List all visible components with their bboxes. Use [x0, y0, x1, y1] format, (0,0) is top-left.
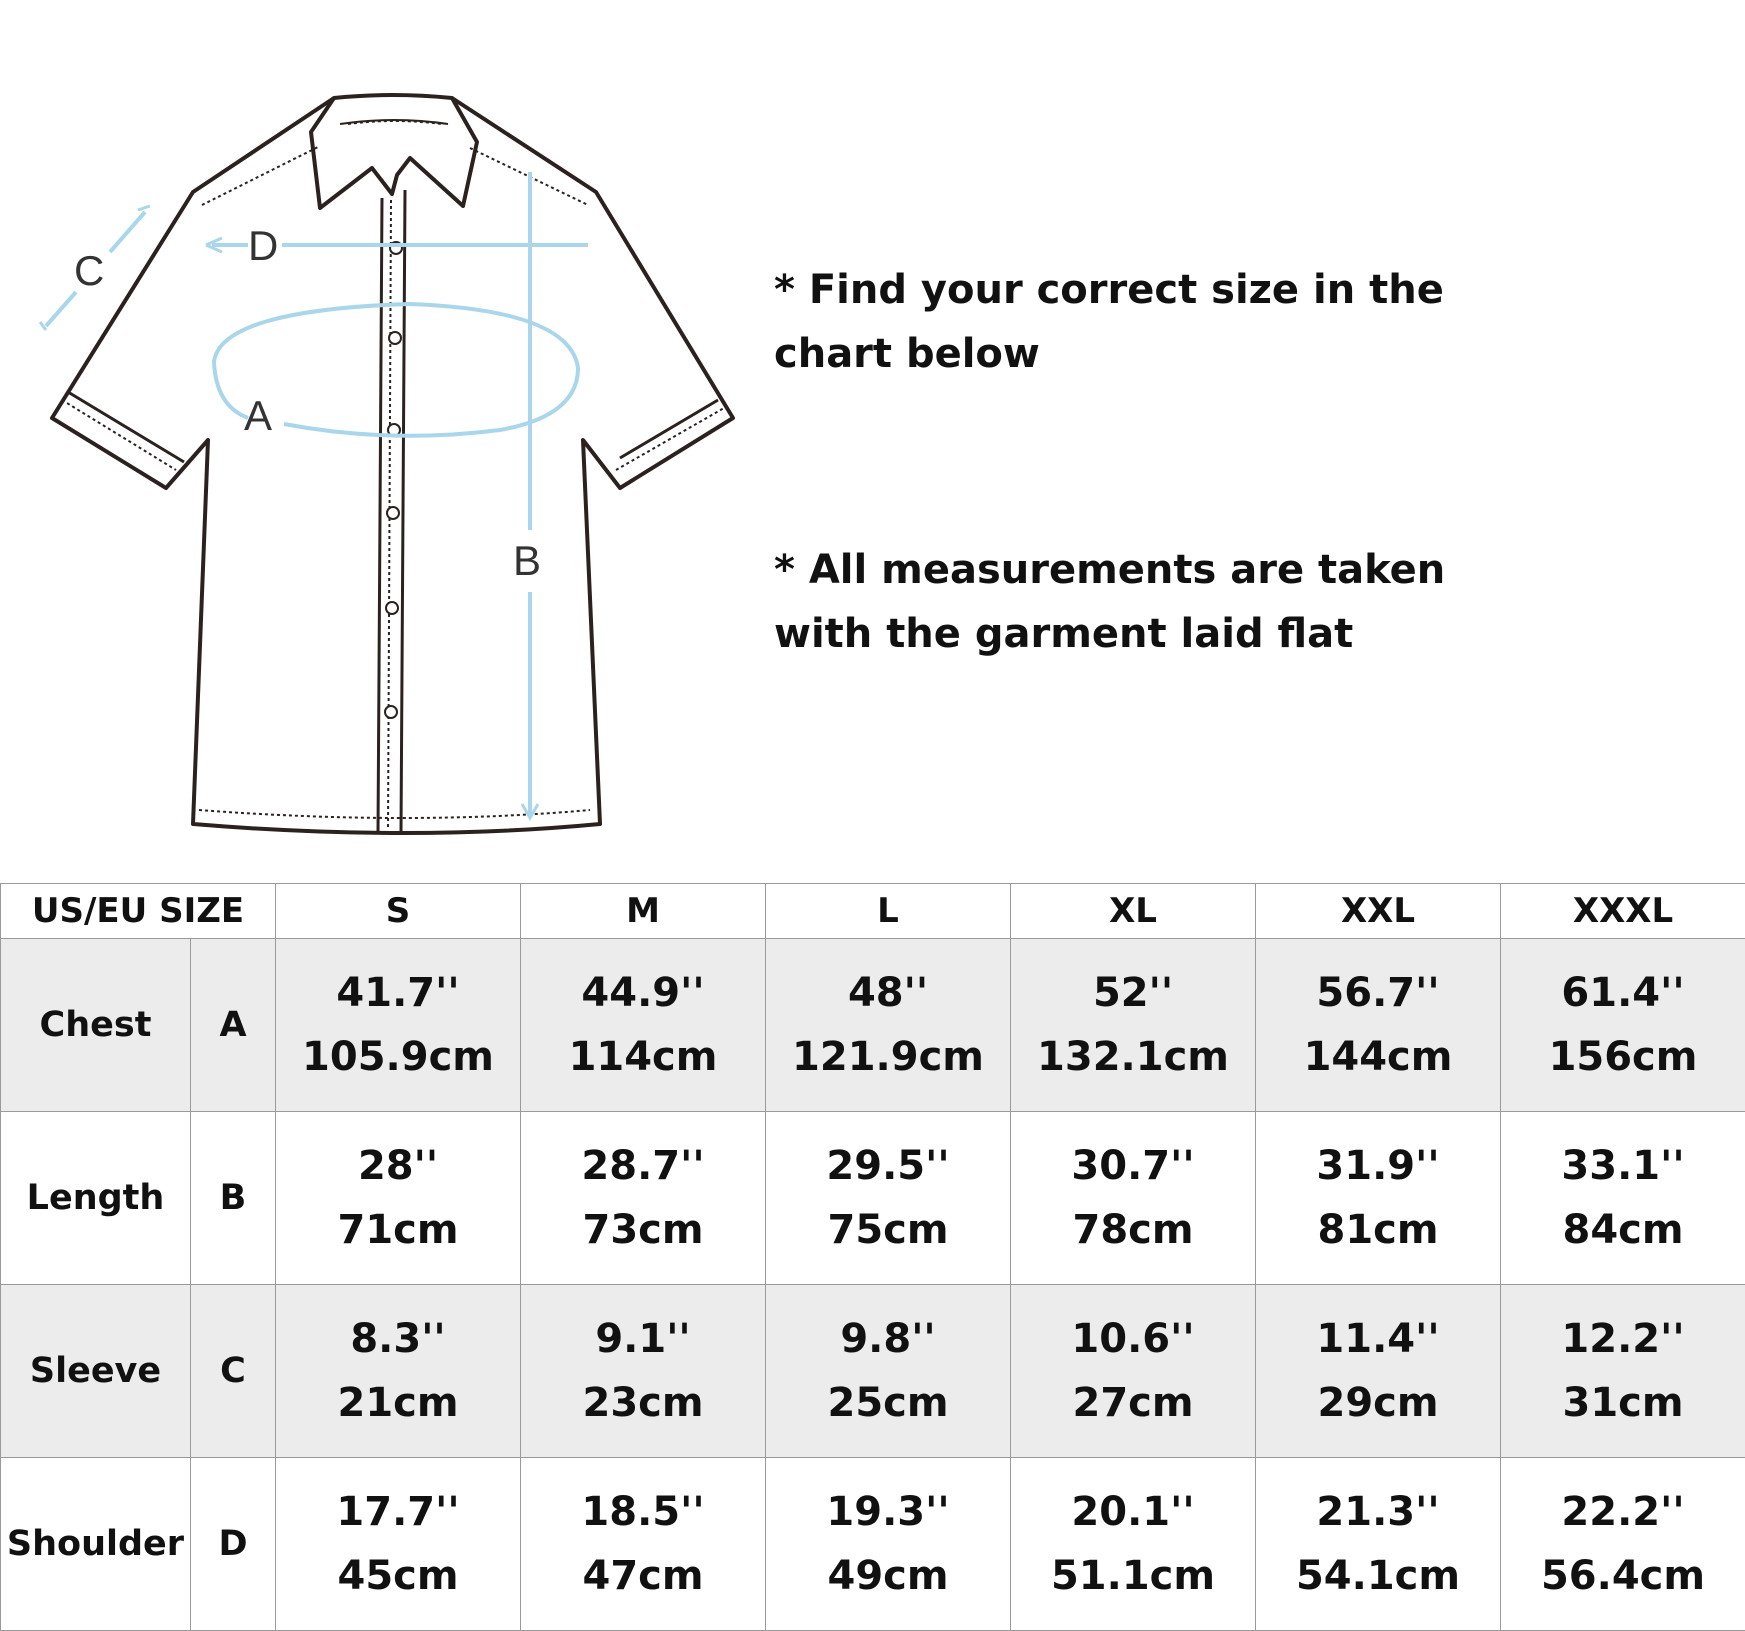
- table-cell: 48'' 121.9cm: [766, 939, 1011, 1112]
- shirt-buttons: [385, 242, 402, 718]
- measure-letter-sleeve: C: [191, 1285, 276, 1458]
- label-chest: A: [244, 392, 273, 439]
- table-row-chest: [1, 939, 1745, 1112]
- size-xxxl-header: XXXL: [1501, 884, 1745, 939]
- table-cell: 9.8'' 25cm: [766, 1285, 1011, 1458]
- table-cell: 19.3'' 49cm: [766, 1458, 1011, 1631]
- table-row-length: [1, 1112, 1745, 1285]
- table-header-row: [1, 884, 1745, 939]
- measure-name-sleeve: Sleeve: [1, 1285, 191, 1458]
- measure-name-length: Length: [1, 1112, 191, 1285]
- size-xl-header: XL: [1011, 884, 1256, 939]
- table-cell: 28'' 71cm: [276, 1112, 521, 1285]
- table-row-shoulder: [1, 1458, 1745, 1631]
- note-find-size: * Find your correct size in the chart below: [774, 267, 1444, 377]
- size-xxl-header: XXL: [1256, 884, 1501, 939]
- label-length: B: [513, 537, 542, 584]
- table-cell: 33.1'' 84cm: [1501, 1112, 1745, 1285]
- table-cell: 18.5'' 47cm: [521, 1458, 766, 1631]
- table-cell: 52'' 132.1cm: [1011, 939, 1256, 1112]
- label-sleeve: C: [74, 247, 105, 294]
- size-m-header: M: [521, 884, 766, 939]
- shirt-diagram: [0, 0, 760, 860]
- measure-letter-shoulder: D: [191, 1458, 276, 1631]
- table-cell: 12.2'' 31cm: [1501, 1285, 1745, 1458]
- size-l-header: L: [766, 884, 1011, 939]
- note-measurement-method: * All measurements are taken with the garment laid flat: [774, 547, 1446, 657]
- table-cell: 41.7'' 105.9cm: [276, 939, 521, 1112]
- size-chart-table: [0, 883, 1745, 1631]
- shirt-collar: [311, 95, 477, 208]
- table-row-sleeve: [1, 1285, 1745, 1458]
- table-cell: 30.7'' 78cm: [1011, 1112, 1256, 1285]
- measure-name-chest: Chest: [1, 939, 191, 1112]
- measure-letter-chest: A: [191, 939, 276, 1112]
- table-cell: 8.3'' 21cm: [276, 1285, 521, 1458]
- measure-name-shoulder: Shoulder: [1, 1458, 191, 1631]
- size-s-header: S: [276, 884, 521, 939]
- table-cell: 11.4'' 29cm: [1256, 1285, 1501, 1458]
- table-cell: 31.9'' 81cm: [1256, 1112, 1501, 1285]
- table-cell: 17.7'' 45cm: [276, 1458, 521, 1631]
- table-cell: 28.7'' 73cm: [521, 1112, 766, 1285]
- table-cell: 22.2'' 56.4cm: [1501, 1458, 1745, 1631]
- label-shoulder: D: [248, 222, 279, 269]
- size-header-label: US/EU SIZE: [1, 884, 276, 939]
- measure-letter-length: B: [191, 1112, 276, 1285]
- table-cell: 10.6'' 27cm: [1011, 1285, 1256, 1458]
- table-cell: 21.3'' 54.1cm: [1256, 1458, 1501, 1631]
- table-cell: 29.5'' 75cm: [766, 1112, 1011, 1285]
- table-cell: 44.9'' 114cm: [521, 939, 766, 1112]
- table-cell: 9.1'' 23cm: [521, 1285, 766, 1458]
- table-cell: 61.4'' 156cm: [1501, 939, 1745, 1112]
- shirt-outline: [52, 98, 733, 833]
- table-cell: 56.7'' 144cm: [1256, 939, 1501, 1112]
- table-cell: 20.1'' 51.1cm: [1011, 1458, 1256, 1631]
